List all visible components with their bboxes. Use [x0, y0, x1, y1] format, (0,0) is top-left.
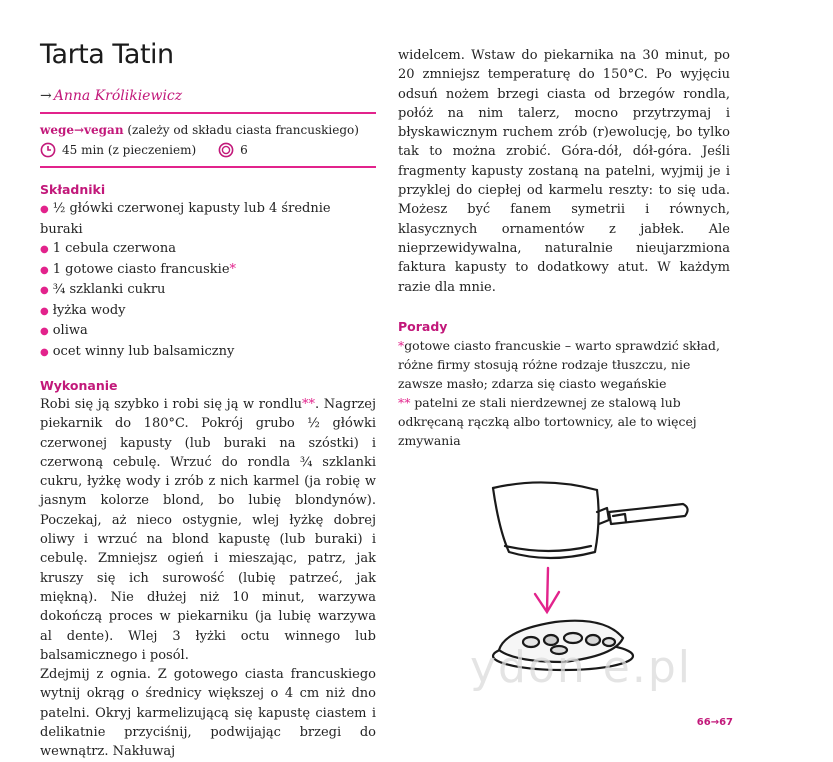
bullet-icon: ● — [40, 285, 49, 296]
list-item: ● ocet winny lub balsamiczny — [40, 343, 235, 359]
recipe-title: Tarta Tatin — [40, 39, 174, 70]
diet-line — [40, 122, 376, 138]
footnote-star: ** — [302, 397, 316, 412]
recipe-meta — [40, 142, 376, 168]
arrow-down-icon — [535, 568, 559, 612]
tip-2: ** patelni ze stali nierdzewnej ze stalową lub odkręcaną rączką albo tortownicy, ale to więcej zmywania — [398, 394, 697, 448]
bullet-icon: ● — [40, 264, 49, 276]
time-text: 45 min (z pieczeniem) — [62, 143, 197, 157]
footnote-star: * — [398, 337, 405, 353]
ingredients-heading: Składniki — [40, 182, 106, 197]
time-info — [40, 142, 196, 158]
author-arrow: → — [40, 88, 52, 104]
list-item: ● 1 gotowe ciasto francuskie* — [40, 261, 237, 277]
bullet-icon: ● — [40, 326, 49, 337]
page-numbers: 66→67 — [696, 717, 733, 728]
list-item: ● ¾ szklanki cukru — [40, 282, 166, 297]
list-item: ● oliwa — [40, 323, 88, 338]
target-icon — [218, 142, 234, 158]
bullet-icon: ● — [40, 346, 49, 358]
right-column — [398, 46, 730, 450]
left-column — [40, 36, 376, 762]
method-paragraph-1: Robi się ją szybko i robi się ją w rondlu**. Nagrzej piekarnik do 180°C. Pokrój grubo ½ główki czerwonej kapusty (lub buraki na szóstki) i czerwoną cebulę. Wrzuć do rondla ¾ szklanki cukru, łyżkę wody i zrób z nich karmel (ja robię w jasnym kolorze blond, bo lubię blondynów). Poczekaj, aż nieco ostygnie, wlej łyżkę dobrej oliwy i wrzuć na blond kapustę (lub buraki) i cebulę. Zmniejsz ogień i mieszając, patrz, jak kruszy się ich surowość (lubię patrzeć, jak miękną). Nie dłużej niż 10 minut, warzywa dokończą proces w piekarniku (ja lubię warzywa al dente). Wlej 3 łyżki octu winnego lub balsamicznego i posól. — [40, 397, 376, 663]
author-name: Anna Królikiewicz — [53, 88, 183, 104]
tips-heading: Porady — [398, 318, 448, 334]
watermark: ydon e.pl — [470, 642, 692, 693]
diet-note: (zależy od składu ciasta francuskiego) — [123, 123, 359, 137]
bullet-icon: ● — [40, 244, 49, 255]
bullet-icon: ● — [40, 305, 49, 317]
method-paragraph-2: Zdejmij z ognia. Z gotowego ciasta francuskiego wytnij okrąg o średnicy większej o 4 cm niż dno patelni. Okryj karmelizującą się kapustę ciastem i delikatnie przyciśnij, podwijając brzegi do wewnątrz. Nakłuwaj — [40, 667, 376, 760]
clock-icon — [40, 142, 56, 158]
pan-drawing — [493, 482, 688, 558]
footnote-star: * — [229, 261, 237, 277]
list-item: ● ½ główki czerwonej kapusty lub 4 średnie buraki — [40, 201, 331, 237]
bullet-icon: ● — [40, 204, 49, 215]
list-item: ● 1 cebula czerwona — [40, 241, 176, 256]
ingredients-list — [40, 199, 376, 362]
list-item: ● łyżka wody — [40, 302, 126, 318]
author-line — [40, 88, 376, 114]
method-heading: Wykonanie — [40, 378, 118, 393]
servings-text: 6 — [240, 143, 248, 157]
tip-1: *gotowe ciasto francuskie – warto sprawdzić skład, różne firmy stosują różne rodzaje tłuszczu, nie zawsze masło; zdarza się ciasto wegańskie — [398, 337, 720, 391]
servings-info — [218, 142, 248, 158]
method-paragraph-3: widelcem. Wstaw do piekarnika na 30 minut, po 20 zmniejsz temperaturę do 150°C. Po wyjęciu odsuń nożem brzegi ciasta od brzegów rondla, połóż na nim talerz, mocno przytrzymaj i błyskawicznym ruchem zrób (r)ewolucję, bo tylko tak to można zrobić. Góra-dół, dół-góra. Jeśli fragmenty kapusty zostaną na patelni, wyjmij je i przyklej do ciepłej od karmelu reszty: to się uda. Możesz być fanem symetrii i równych, klasycznych ornamentów z jabłek. Ale nieprzewidywalna, naturalnie nieujarzmiona faktura kapusty to dodatkowy atut. W każdym razie dla mnie. — [398, 48, 730, 295]
diet-tag: wege→vegan — [40, 123, 124, 137]
footnote-star: ** — [398, 394, 411, 410]
